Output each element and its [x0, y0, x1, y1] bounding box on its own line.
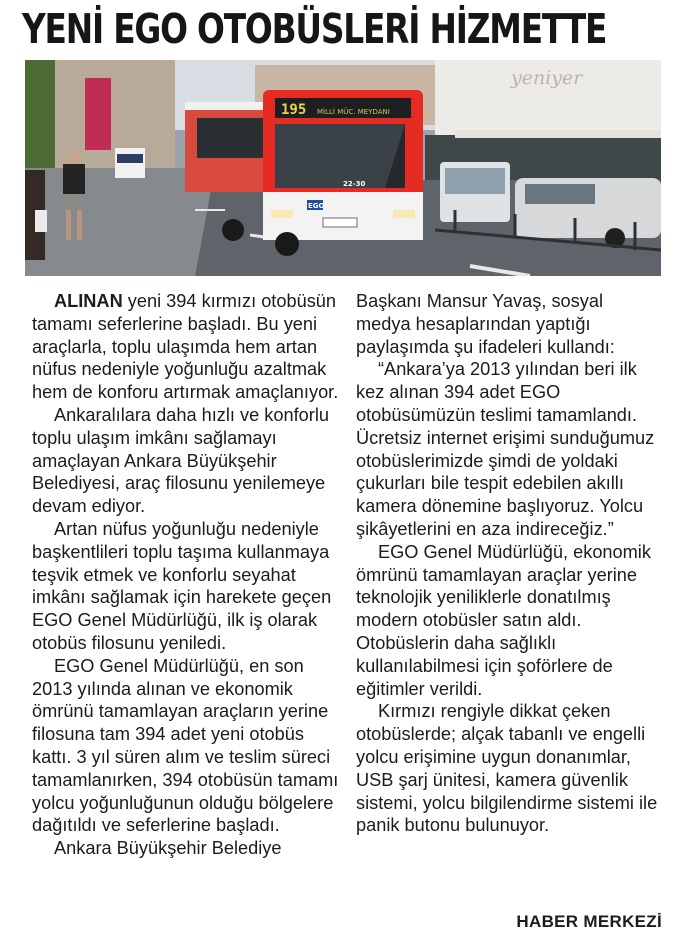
lead-word: ALINAN: [54, 291, 123, 311]
paragraph: EGO Genel Müdürlüğü, ekonomik ömrünü tamamlayan araçlar yerine teknolojik yeniliklerle donatılmış modern otobüsler satın aldı. Otobüslerin daha sağlıklı kullanılabilmesi için şoförlere de eğitimler verildi.: [356, 541, 651, 699]
paragraph: Ankaralılara daha hızlı ve konforlu toplu ulaşım imkânı sağlamayı amaçlayan Ankara Büyükşehir Belediyesi, araç filosunu yenilemeye devam ediyor.: [32, 404, 329, 517]
headline: YENİ EGO OTOBÜSLERİ HİZMETTE: [22, 5, 607, 53]
article-right-column: [356, 290, 662, 837]
byline: HABER MERKEZİ: [516, 912, 662, 931]
paragraph: EGO Genel Müdürlüğü, en son 2013 yılında alınan ve ekonomik ömrünü tamamlayan araçların yerine filosuna tam 394 adet yeni otobüs kattı. 3 yıl süren alım ve teslim süreci tamamlanırken, 394 otobüsün tamamı yolcu yoğunluğunun olduğu bölgelere dağıtıldı ve seferlerine başladı.: [32, 655, 339, 836]
store-sign: yeniyer: [511, 67, 583, 89]
paragraph: Başkanı Mansur Yavaş, sosyal medya hesaplarından yaptığı paylaşımda şu ifadeleri kullandı:: [356, 291, 615, 357]
bus-badge: EGO: [308, 202, 325, 210]
bus-fleet-number: 22-30: [343, 180, 366, 188]
article-left-column: [32, 290, 342, 860]
bus-route-sign: 195: [281, 102, 307, 118]
paragraph: [32, 290, 342, 404]
paragraph: Kırmızı rengiyle dikkat çeken otobüslerde; alçak tabanlı ve engelli yolcu erişimine uygun donanımlar, USB şarj ünitesi, kamera güvenlik sistemi, yolcu bilgilendirme sistemi ile panik butonu bulunuyor.: [356, 701, 658, 836]
quote-paragraph: “Ankara’ya 2013 yılından beri ilk kez alınan 394 adet EGO otobüsümüzün teslimi tamamlandı. Ücretsiz internet erişimi sunduğumuz otobüslerimizde şimdi de yoldaki çukurları bile tespit edebilen akıllı kamera dönemine başlıyoruz. Yolcu şikâyetlerini en aza indireceğiz.”: [356, 359, 655, 539]
paragraph: Ankara Büyükşehir Belediye: [54, 838, 282, 859]
paragraph: Artan nüfus yoğunluğu nedeniyle başkentlileri toplu taşıma kullanmaya teşvik etmek ve konforlu seyahat imkânı sağlamak için harekete geçen EGO Genel Müdürlüğü, ilk iş olarak otobüs filosunu yeniledi.: [32, 518, 332, 653]
bus-photo: [25, 60, 661, 276]
bus-destination-sign: MİLLİ MÜC. MEYDANI: [317, 108, 390, 116]
paragraph-text: yeni 394 kırmızı otobüsün tamamı seferlerine başladı. Bu yeni araçlarla, toplu ulaşımda hem artan nüfus nedeniyle yoğunluğu azaltmak hem de konforu artırmak amaçlanıyor.: [32, 291, 339, 403]
